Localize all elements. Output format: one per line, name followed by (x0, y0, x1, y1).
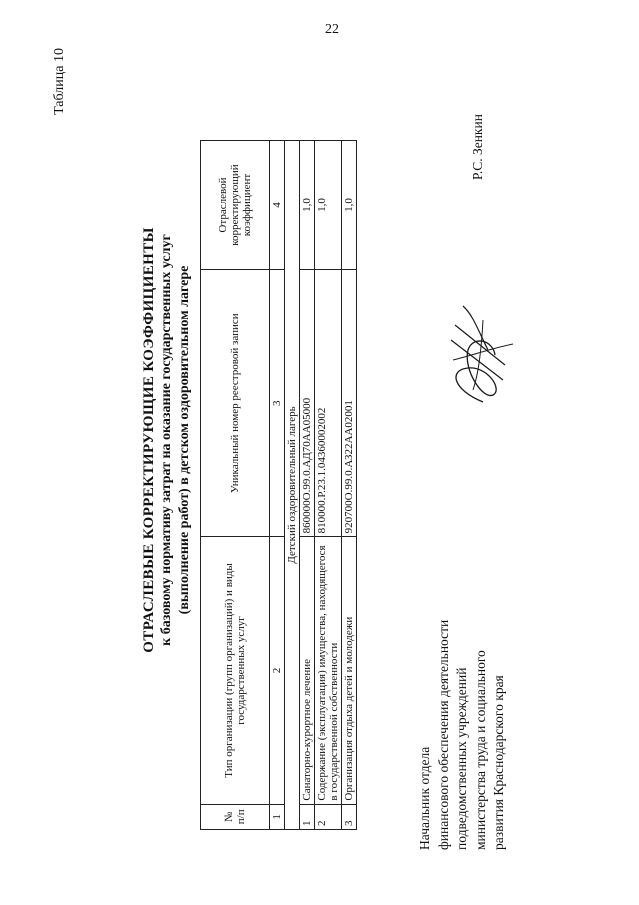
column-number: 1 (270, 804, 285, 829)
row-code: 810000.Р.23.1.04360002002 (315, 270, 342, 537)
row-type: Содержание (эксплуатация) имущества, находящегося в государственной собственности (315, 537, 342, 804)
section-row (285, 141, 300, 830)
row-code: 920700О.99.0.АЗ22АА02001 (342, 270, 357, 537)
header-coef: Отраслевой корректирующий коэффициент (201, 141, 270, 270)
column-number: 2 (270, 537, 285, 804)
row-coef: 1,0 (300, 141, 315, 270)
signer-line: финансового обеспечения деятельности (435, 619, 451, 850)
table-row (315, 141, 342, 830)
row-num: 1 (300, 804, 315, 829)
signer-line: подведомственных учреждений (454, 667, 469, 850)
signer-line: развития Краснодарского края (491, 675, 506, 850)
row-type: Организация отдыха детей и молодежи (342, 537, 357, 804)
column-number: 4 (270, 141, 285, 270)
signer-line: Начальник отдела (417, 746, 432, 850)
row-num: 3 (342, 804, 357, 829)
row-type: Санаторно-курортное лечение (300, 537, 315, 804)
section-title: Детский оздоровительный лагерь (285, 141, 300, 830)
header-num: № п/п (201, 804, 270, 829)
title-subtitle-line1: к базовому нормативу затрат на оказание государственных услуг (159, 234, 174, 646)
coefficients-table (200, 140, 357, 830)
table-row (300, 141, 315, 830)
table-header-row (201, 141, 270, 830)
title-subtitle-line2: (выполнение работ) в детском оздоровительном лагере (177, 265, 192, 615)
row-coef: 1,0 (342, 141, 357, 270)
rotated-page-content (48, 40, 558, 880)
signer-position (416, 620, 509, 850)
document-title (140, 120, 194, 760)
row-num: 2 (315, 804, 342, 829)
handwritten-signature (433, 300, 523, 410)
table-caption: Таблица 10 (52, 48, 67, 115)
signer-line: министерства труда и социального (472, 650, 488, 850)
row-code: 860000О.99.0.АД70АА05000 (300, 270, 315, 537)
column-number: 3 (270, 270, 285, 537)
page-number: 22 (325, 22, 339, 37)
row-coef: 1,0 (315, 141, 342, 270)
title-main: ОТРАСЛЕВЫЕ КОРРЕКТИРУЮЩИЕ КОЭФФИЦИЕНТЫ (141, 227, 157, 653)
signer-name: Р.С. Зенкин (470, 114, 485, 180)
header-code: Уникальный номер реестровой записи (201, 270, 270, 537)
column-numbers-row (270, 141, 285, 830)
header-type: Тип организации (групп организаций) и виды государственных услуг (201, 537, 270, 804)
table-row (342, 141, 357, 830)
